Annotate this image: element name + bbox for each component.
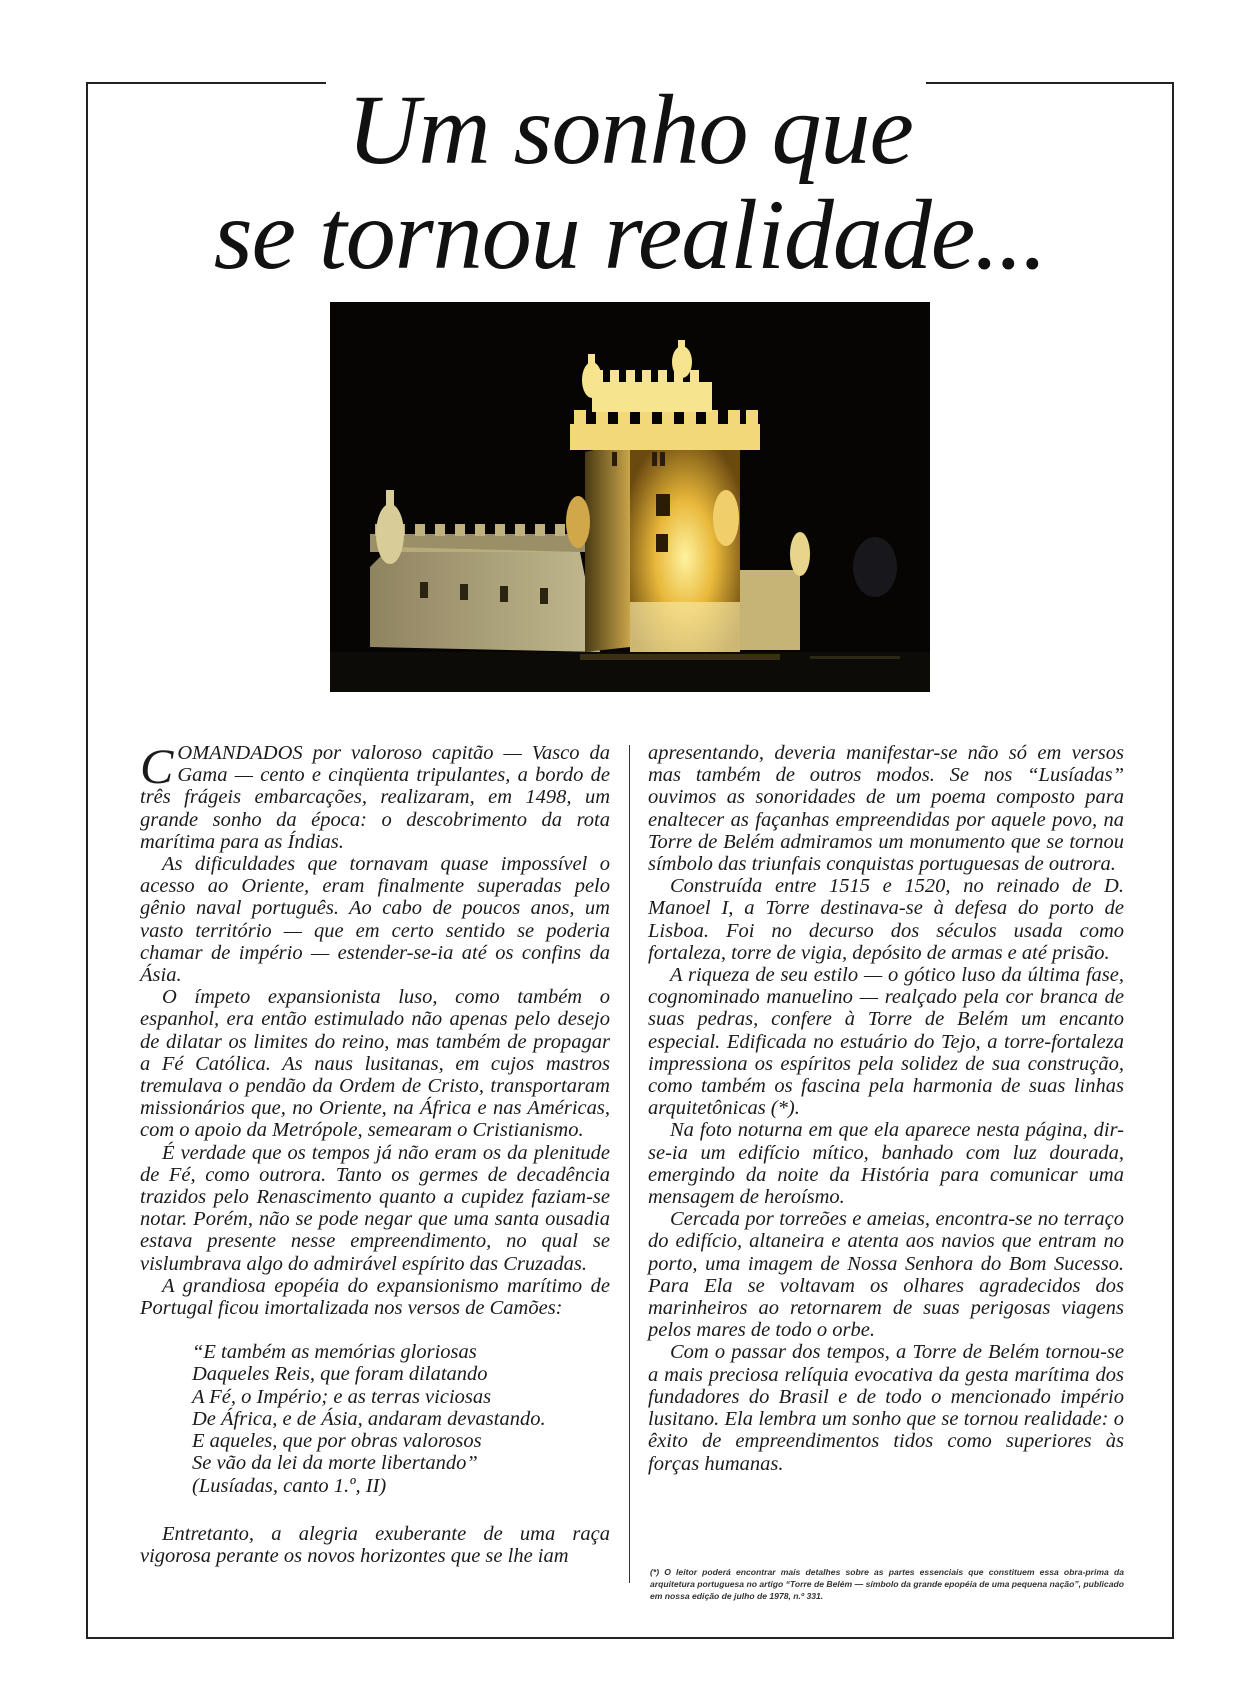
verse-line: Se vão da lei da morte libertando”	[192, 1452, 478, 1475]
torre-de-belem-illustration	[330, 302, 930, 692]
paragraph-8: Construída entre 1515 e 1520, no reinado de D. Manoel I, a Torre destinava-se à defesa do porto de Lisboa. Foi no decurso dos séculos usada como fortaleza, torre de vigia, depósito de armas e até prisão.	[648, 875, 1124, 964]
frame-right-line	[1172, 82, 1174, 1638]
paragraph-3: O ímpeto expansionista luso, como também o espanhol, era então estimulado não apenas pelo desejo de dilatar os limites do reino, mas também de propagar a Fé Católica. As naus lusitanas, em cujos mastros tremulava o pendão da Ordem de Cristo, transportaram missionários que, no Oriente, na África e nas Américas, com o apoio da Metrópole, semearam o Cristianismo.	[140, 986, 610, 1142]
verse-line: Daqueles Reis, que foram dilatando	[192, 1363, 488, 1386]
verse-line: E aqueles, que por obras valorosos	[192, 1430, 482, 1453]
paragraph-12: Com o passar dos tempos, a Torre de Belém tornou-se a mais preciosa relíquia evocativa da gesta marítima dos fundadores do Brasil e de todo o mencionado império lusitano. Ela lembra um sonho que se tornou realidade: o êxito de empreendimentos tidos como superiores às forças humanas.	[648, 1341, 1124, 1475]
footnote: (*) O leitor poderá encontrar mais detalhes sobre as partes essenciais que constituem essa obra-prima da arquitetura portuguesa no artigo “Torre de Belém — símbolo da grande epopéia de uma pequena nação”, publicado em nossa edição de julho de 1978, n.º 331.	[650, 1567, 1124, 1601]
camoes-verse	[192, 1341, 610, 1496]
paragraph-7: apresentando, deveria manifestar-se não só em versos mas também de outros modos. Se nos “Lusíadas” ouvimos as sonoridades de um poema composto para enaltecer as façanhas empreendidas por aquele povo, na Torre de Belém admiramos um monumento que se tornou símbolo das triunfais conquistas portuguesas de outrora.	[648, 742, 1124, 876]
verse-line: A Fé, o Império; e as terras viciosas	[192, 1385, 492, 1408]
article-column-left	[140, 738, 610, 1567]
paragraph-2: As dificuldades que tornavam quase impossível o acesso ao Oriente, eram finalmente superadas pelo gênio naval português. Ao cabo de poucos anos, um vasto território — que em certo sentido se poderia chamar de império — estender-se-ia até os confins da Ásia.	[140, 853, 610, 987]
paragraph-1-text: OMANDADOS por valoroso capitão — Vasco da Gama — cento e cinqüenta tripulantes, a bordo de três frágeis embarcações, realizaram, em 1498, um grande sonho da época: o descobrimento da rota marítima para as Índias.	[140, 742, 610, 853]
article-column-right	[648, 742, 1124, 1475]
page-title-line-2: se tornou realidade...	[213, 179, 1047, 290]
verse-line: “E também as memórias gloriosas	[192, 1341, 477, 1364]
tower-night-photo	[330, 302, 930, 692]
frame-bottom-line	[86, 1637, 1174, 1639]
paragraph-10: Na foto noturna em que ela aparece nesta página, dir-se-ia um edifício mítico, banhado com luz dourada, emergindo da noite da História para comunicar uma mensagem de heroísmo.	[648, 1119, 1124, 1209]
paragraph-1	[140, 738, 610, 853]
column-divider	[629, 745, 630, 1583]
paragraph-4: É verdade que os tempos já não eram os da plenitude de Fé, como outrora. Tanto os germes de decadência trazidos pelo Renascimento quanto a cupidez faziam-se notar. Porém, não se pode negar que uma santa ousadia estava presente nesse empreendimento, no qual se vislumbrava algo do admirável espírito das Cruzadas.	[140, 1141, 610, 1275]
frame-left-line	[86, 82, 88, 1638]
paragraph-9: A riqueza de seu estilo — o gótico luso da última fase, cognominado manuelino — realçado pela cor branca de suas pedras, confere à Torre de Belém um encanto especial. Edificada no estuário do Tejo, a torre-fortaleza impressiona os espíritos pela solidez de sua construção, como também os fascina pela harmonia de suas linhas arquitetônicas (*).	[648, 964, 1124, 1120]
verse-line: De África, e de Ásia, andaram devastando.	[192, 1407, 546, 1430]
paragraph-11: Cercada por torreões e ameias, encontra-se no terraço do edifício, altaneira e atenta aos navios que entram no porto, uma imagem de Nossa Senhora do Bom Sucesso. Para Ela se voltavam os olhares agradecidos dos marinheiros ao retornarem de suas perigosas viagens pelos mares de todo o orbe.	[648, 1208, 1124, 1342]
verse-citation: (Lusíadas, canto 1.º, II)	[192, 1474, 387, 1497]
paragraph-6: Entretanto, a alegria exuberante de uma raça vigorosa perante os novos horizontes que se lhe iam	[140, 1522, 610, 1567]
dropcap: C	[140, 738, 174, 794]
page-title-line-1: Um sonho que	[347, 74, 913, 185]
paragraph-5: A grandiosa epopéia do expansionismo marítimo de Portugal ficou imortalizada nos versos de Camões:	[140, 1274, 610, 1320]
